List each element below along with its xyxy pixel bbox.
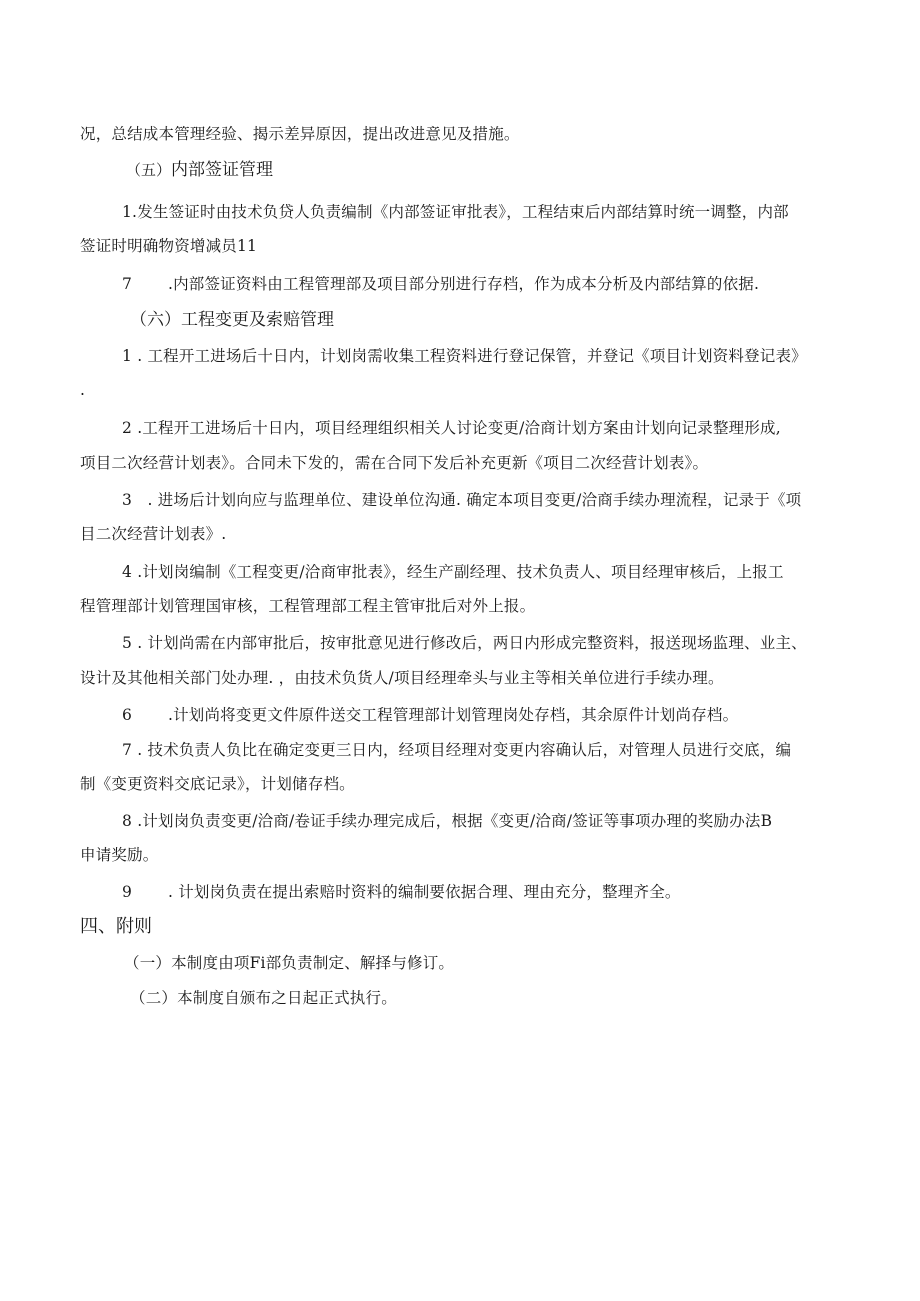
- paragraph-line: 3 . 进场后计划向应与监理单位、建设单位沟通. 确定本项目变更/洽商手续办理流程，记录于《项: [122, 491, 802, 509]
- paragraph-line: 2 .工程开工进场后十日内，项目经理组织相关人讨论变更/洽商计划方案由计划向记录整理形成,: [122, 419, 781, 437]
- paragraph-line: 签证时明确物资增减员11: [80, 237, 258, 255]
- paragraph-line: 况，总结成本管理经验、揭示差异原因，提出改进意见及措施。: [80, 125, 520, 143]
- paragraph-line: 8 .计划岗负责变更/洽商/卷证手续办理完成后，根据《变更/洽商/签证等事项办理的奖励办法B: [122, 812, 773, 830]
- paragraph-line: 5 . 计划尚需在内部审批后，按审批意见进行修改后，两日内形成完整资料，报送现场监理、业主、: [122, 634, 807, 652]
- paragraph-line: 制《变更资料交底记录》，计划储存档。: [80, 775, 355, 793]
- paragraph-line: （一）本制度由项Fi部负责制定、解择与修订。: [124, 954, 455, 972]
- paragraph-line: 9 . 计划岗负责在提出索赔时资料的编制要依据合理、理由充分，整理齐全。: [122, 883, 681, 901]
- paragraph-line: 1 . 工程开工进场后十日内，计划岗需收集工程资料进行登记保管，并登记《项目计划资料登记表》: [122, 347, 807, 365]
- paragraph-line: 6 .计划尚将变更文件原件送交工程管理部计划管理岗处存档，其余原件计划尚存档。: [122, 706, 739, 724]
- section-number: （五）: [126, 161, 172, 179]
- section-title: 内部签证管理: [171, 160, 274, 180]
- paragraph-line: 项目二次经营计划表》。合同未下发的，需在合同下发后补充更新《项目二次经营计划表》。: [80, 454, 709, 472]
- paragraph-line: 7 . 技术负责人负比在确定变更三日内，经项目经理对变更内容确认后，对管理人员进行交底，编: [122, 741, 792, 759]
- paragraph-line: 目二次经营计划表》.: [80, 525, 227, 543]
- paragraph-line: 7 .内部签证资料由工程管理部及项目部分别进行存档，作为成本分析及内部结算的依据.: [122, 275, 760, 293]
- paragraph-line: .: [80, 381, 86, 399]
- paragraph-line: 申请奖励。: [80, 846, 159, 864]
- chapter-heading: 四、附则: [80, 916, 152, 937]
- paragraph-line: 1.发生签证时由技术负贷人负责编制《内部签证审批表》，工程结束后内部结算时统一调整，内部: [122, 203, 789, 221]
- section-heading-5: [126, 159, 273, 181]
- section-heading-6: （六）工程变更及索赔管理: [130, 310, 334, 330]
- paragraph-line: 程管理部计划管理国审核，工程管理部工程主管审批后对外上报。: [80, 597, 536, 615]
- paragraph-line: 设计及其他相关部门处办理. ，由技术负货人/项目经理牵头与业主等相关单位进行手续办理。: [80, 669, 724, 687]
- paragraph-line: 4 .计划岗编制《工程变更/洽商审批表》，经生产副经理、技术负责人、项目经理审核后，上报工: [122, 563, 784, 581]
- paragraph-line: （二）本制度自颁布之日起正式执行。: [130, 989, 397, 1007]
